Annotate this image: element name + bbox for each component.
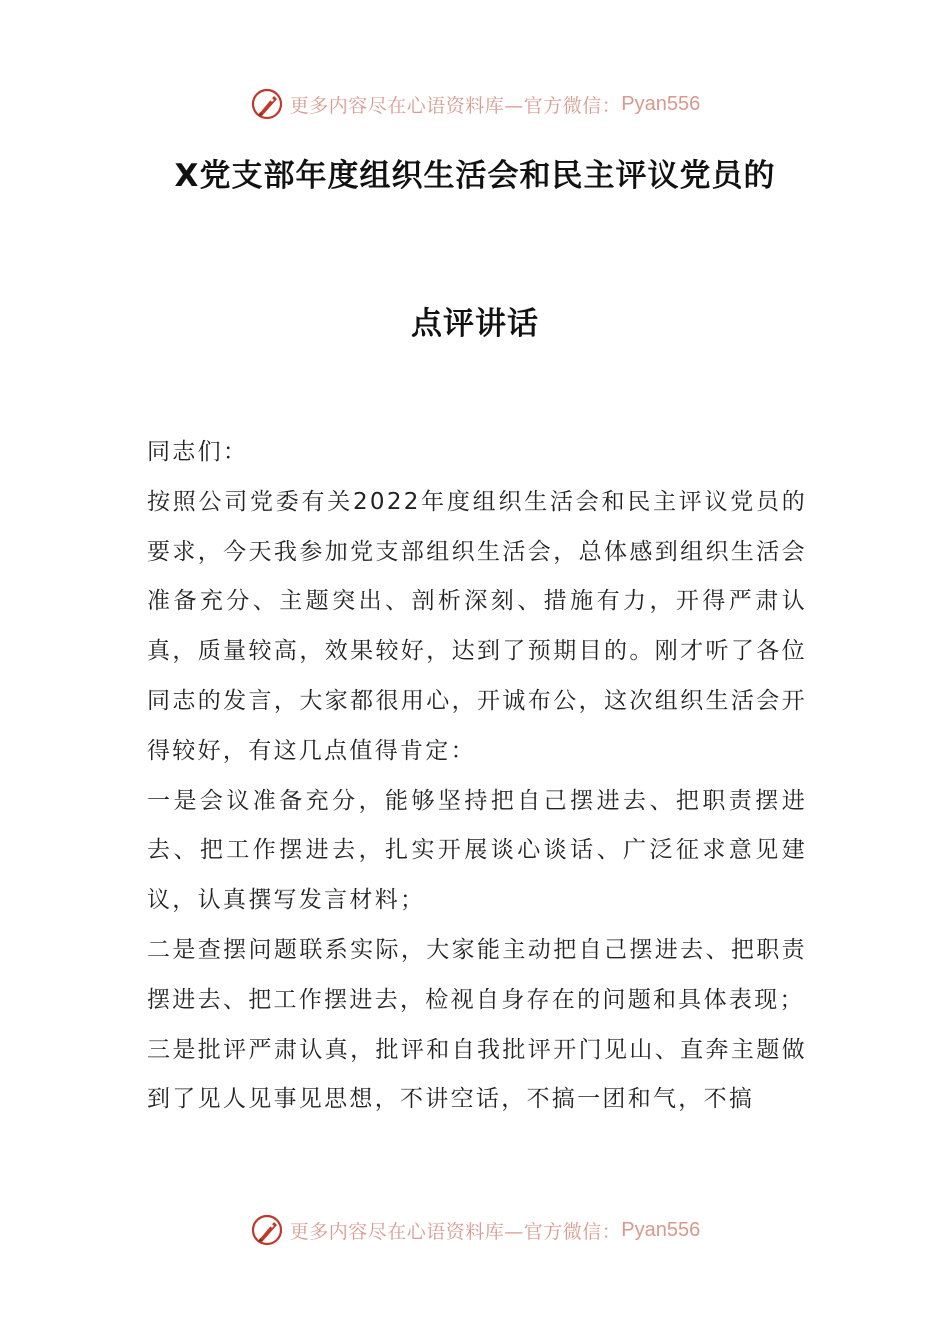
pen-logo-icon — [250, 1213, 284, 1247]
watermark-header — [0, 84, 950, 124]
watermark-footer — [0, 1210, 950, 1250]
watermark-wechat-id: Pyan556 — [621, 92, 701, 115]
watermark-text: 更多内容尽在心语资料库—官方微信： — [289, 1220, 622, 1243]
paragraph-point-two: 二是查摆问题联系实际，大家能主动把自己摆进去、把职责摆进去、把工作摆进去，检视自身存在的问题和具体表现； — [147, 936, 807, 1013]
paragraph-point-three: 三是批评严肃认真，批评和自我批评开门见山、直奔主题做到了见人见事见思想，不讲空话，不搞一团和气，不搞 — [147, 1036, 807, 1113]
document-body — [147, 428, 807, 1125]
document-title-line1: X党支部年度组织生活会和民主评议党员的 — [174, 158, 776, 194]
watermark-wechat-id: Pyan556 — [621, 1218, 701, 1241]
paragraph-point-one: 一是会议准备充分，能够坚持把自己摆进去、把职责摆进去、把工作摆进去，扎实开展谈心谈话、广泛征求意见建议，认真撰写发言材料； — [147, 787, 807, 914]
paragraph-intro: 按照公司党委有关2022年度组织生活会和民主评议党员的要求，今天我参加党支部组织生活会，总体感到组织生活会准备充分、主题突出、剖析深刻、措施有力，开得严肃认真，质量较高，效果较好，达到了预期目的。刚才听了各位同志的发言，大家都很用心，开诚布公，这次组织生活会开得较好，有这几点值得肯定： — [147, 488, 807, 764]
document-title-line2: 点评讲话 — [411, 306, 539, 342]
pen-logo-icon — [250, 87, 284, 121]
watermark-text: 更多内容尽在心语资料库—官方微信： — [289, 94, 622, 117]
paragraph-salutation: 同志们： — [147, 439, 249, 465]
